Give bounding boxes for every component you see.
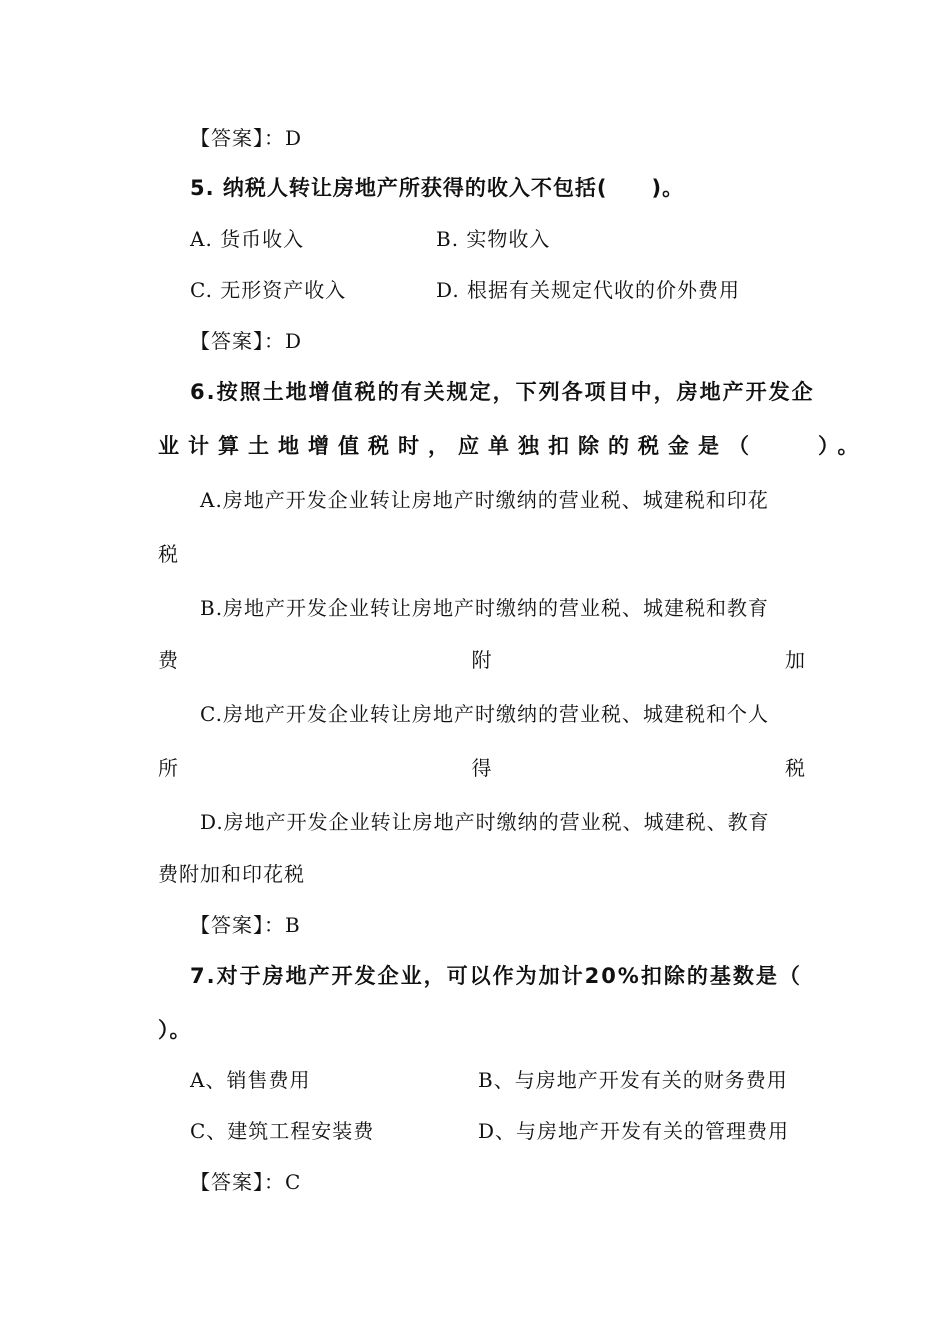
q6-option-c-word-2: 得 [471, 756, 493, 780]
q7-option-d: D、与房地产开发有关的管理费用 [478, 1119, 790, 1143]
q6-question-line1: 6.按照土地增值税的有关规定，下列各项目中，房地产开发企 [190, 380, 815, 404]
q6-option-c-line1: C.房地产开发企业转让房地产时缴纳的营业税、城建税和个人 [200, 702, 769, 726]
q5-option-d: D. 根据有关规定代收的价外费用 [436, 278, 741, 302]
q6-option-c-word-3: 税 [785, 756, 806, 780]
q5-option-b: B. 实物收入 [436, 227, 551, 251]
q6-option-c-line2 [158, 754, 806, 782]
q6-option-a-line2: 税 [158, 542, 179, 566]
q6-option-b-line2 [158, 646, 806, 674]
q6-question-line2: 业计算土地增值税时，应单独扣除的税金是（ ）。 [158, 434, 868, 458]
q5-option-c: C. 无形资产收入 [190, 278, 347, 302]
q7-question-line1: 7.对于房地产开发企业，可以作为加计20%扣除的基数是（ [190, 964, 802, 988]
q6-option-b-word-2: 附 [471, 648, 493, 672]
q4-answer: 【答案】：D [190, 126, 303, 150]
q5-answer: 【答案】：D [190, 329, 303, 353]
q6-option-d-line2: 费附加和印花税 [158, 862, 305, 886]
q6-option-a-line1: A.房地产开发企业转让房地产时缴纳的营业税、城建税和印花 [200, 488, 769, 512]
q7-answer: 【答案】：C [190, 1170, 302, 1194]
q7-option-c: C、建筑工程安装费 [190, 1119, 375, 1143]
q5-option-a: A. 货币收入 [190, 227, 305, 251]
q6-answer: 【答案】：B [190, 913, 301, 937]
q7-option-a: A、销售费用 [190, 1068, 311, 1092]
q6-option-b-line1: B.房地产开发企业转让房地产时缴纳的营业税、城建税和教育 [200, 596, 770, 620]
q7-question-line2: ）。 [158, 1018, 192, 1042]
q7-option-b: B、与房地产开发有关的财务费用 [478, 1068, 788, 1092]
q6-option-d-line1: D.房地产开发企业转让房地产时缴纳的营业税、城建税、教育 [200, 810, 770, 834]
q5-question: 5. 纳税人转让房地产所获得的收入不包括( )。 [190, 176, 685, 200]
q6-option-b-word-1: 费 [158, 648, 179, 672]
q6-option-c-word-1: 所 [158, 756, 179, 780]
q6-option-b-word-3: 加 [785, 648, 806, 672]
